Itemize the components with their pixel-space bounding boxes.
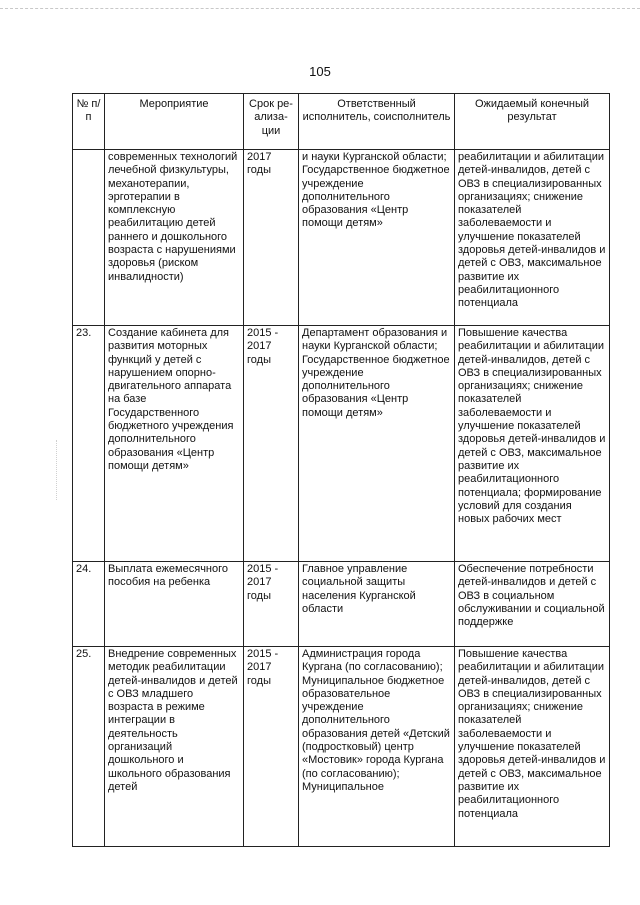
row-term: 2015 - 2017 годы [244, 326, 299, 562]
row-term: 2017 годы [244, 150, 299, 326]
row-term: 2015 - 2017 годы [244, 647, 299, 847]
table-row [73, 562, 610, 647]
row-result: Повышение качества реабилитации и абилитации детей-инвалидов, детей с ОВЗ в специализированных организациях; снижение показателей заболеваемости и улучшение показателей здоровья детей-инвалидов и детей с ОВЗ, максимальное развитие их реабилитационного потенциала; формирование условий для создания новых рабочих мест [455, 326, 610, 562]
page-number: 105 [309, 64, 331, 79]
column-header-activity: Мероприятие [105, 94, 244, 150]
column-header-term: Срок ре-ализа-ции [244, 94, 299, 150]
row-responsible: и науки Курганской области; Государственное бюджетное учреждение дополнительного образования «Центр помощи детям» [299, 150, 455, 326]
table-row [73, 647, 610, 847]
column-header-number: № п/п [73, 94, 105, 150]
row-responsible: Департамент образования и науки Курганской области; Государственное бюджетное учреждение дополнительного образования «Центр помощи детям» [299, 326, 455, 562]
row-result: Обеспечение потребности детей-инвалидов и детей с ОВЗ в социальном обслуживании и социальной поддержке [455, 562, 610, 647]
row-number: 23. [73, 326, 105, 562]
row-responsible: Администрация города Кургана (по согласованию); Муниципальное бюджетное образовательное учреждение дополнительного образования детей «Детский (подростковый) центр «Мостовик» города Кургана (по согласованию); Муниципальное [299, 647, 455, 847]
row-number: 24. [73, 562, 105, 647]
row-activity: Внедрение современных методик реабилитации детей-инвалидов и детей с ОВЗ младшего возраста в режиме интеграции в деятельность организаций дошкольного и школьного образования детей [105, 647, 244, 847]
row-number [73, 150, 105, 326]
table-header-row [73, 94, 610, 150]
row-responsible: Главное управление социальной защиты населения Курганской области [299, 562, 455, 647]
column-header-responsible: Ответственный исполнитель, соисполнитель [299, 94, 455, 150]
table-row [73, 150, 610, 326]
row-result: Повышение качества реабилитации и абилитации детей-инвалидов, детей с ОВЗ в специализированных организациях; снижение показателей заболеваемости и улучшение показателей здоровья детей-инвалидов и детей с ОВЗ, максимальное развитие их реабилитационного потенциала [455, 647, 610, 847]
scan-top-edge [0, 8, 640, 9]
row-activity: Создание кабинета для развития моторных функций у детей с нарушением опорно-двигательного аппарата на базе Государственного бюджетного учреждения дополнительного образования «Центр помощи детям» [105, 326, 244, 562]
row-activity: современных технологий лечебной физкультуры, механотерапии, эрготерапии в комплексную реабилитацию детей раннего и дошкольного возраста с нарушениями здоровья (риском инвалидности) [105, 150, 244, 326]
column-header-result: Ожидаемый конечный результат [455, 94, 610, 150]
row-activity: Выплата ежемесячного пособия на ребенка [105, 562, 244, 647]
table-row [73, 326, 610, 562]
row-term: 2015 - 2017 годы [244, 562, 299, 647]
activities-table [72, 93, 610, 847]
row-number: 25. [73, 647, 105, 847]
row-result: реабилитации и абилитации детей-инвалидов, детей с ОВЗ в специализированных организациях; снижение показателей заболеваемости и улучшение показателей здоровья детей-инвалидов и детей с ОВЗ, максимальное развитие их реабилитационного потенциала [455, 150, 610, 326]
scan-margin-mark [56, 440, 69, 500]
